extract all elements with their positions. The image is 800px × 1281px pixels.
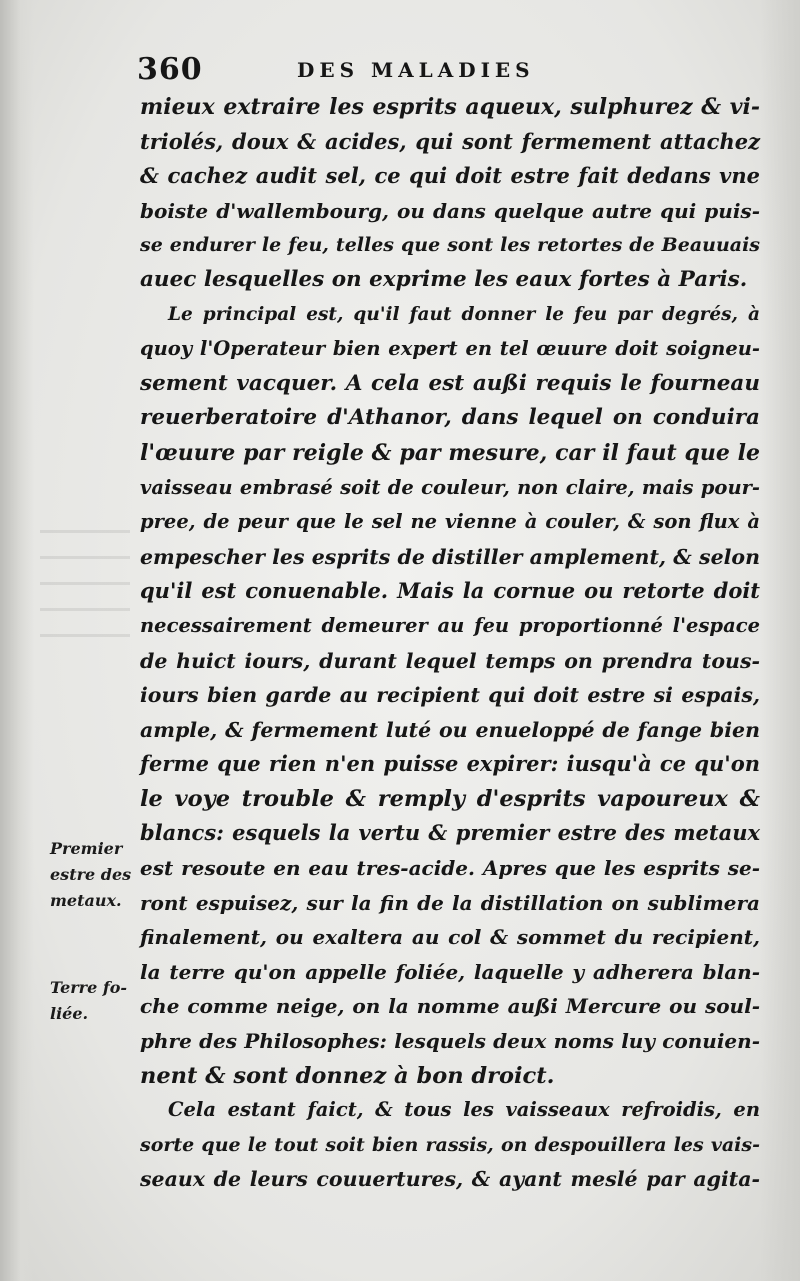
text-line: finalement, ou exaltera au col & sommet du recipient, — [140, 925, 760, 950]
gutter-shadow — [0, 0, 34, 1281]
text-line: reuerberatoire d'Athanor, dans lequel on conduira — [140, 405, 760, 431]
text-line: est resoute en eau tres-acide. Apres que les esprits se- — [140, 856, 760, 881]
text-line: seaux de leurs couuertures, & ayant meslé par agita- — [140, 1167, 760, 1192]
text-line: triolés, doux & acides, qui sont fermement attachez — [140, 128, 760, 154]
text-line: pree, de peur que le sel ne vienne à couler, & son flux à — [140, 510, 760, 534]
text-line: necessairement demeurer au feu proportionné l'espace — [140, 613, 760, 637]
text-line: boiste d'wallembourg, ou dans quelque autre qui puis- — [140, 198, 760, 223]
text-line: sement vacquer. A cela est außi requis le fourneau — [140, 370, 760, 396]
text-line: nent & sont donnez à bon droict. — [140, 1062, 555, 1089]
text-line: auec lesquelles on exprime les eaux fortes à Paris. — [140, 266, 748, 292]
text-line: ront espuisez, sur la fin de la distillation on sublimera — [140, 890, 760, 915]
text-line: le voye trouble & remply d'esprits vapoureux & — [140, 785, 760, 812]
margin-note-premier-estre — [50, 836, 150, 914]
text-line: empescher les esprits de distiller amplement, & selon — [140, 544, 760, 569]
text-line: blancs: esquels la vertu & premier estre des metaux — [140, 820, 760, 846]
margin-note-line: liée. — [50, 1004, 89, 1023]
margin-note-line: Premier — [50, 839, 123, 858]
edge-shadow — [760, 0, 800, 1281]
text-line: ample, & fermement luté ou enueloppé de fange bien — [140, 717, 760, 742]
text-line: l'œuure par reigle & par mesure, car il faut que le — [140, 439, 760, 466]
text-line: Le principal est, qu'il faut donner le feu par degrés, à — [168, 303, 760, 325]
text-line: che comme neige, on la nomme außi Mercure ou soul- — [140, 994, 760, 1019]
main-text-block — [140, 90, 760, 1197]
running-title: DES MALADIES — [297, 58, 535, 82]
text-line: quoy l'Operateur bien expert en tel œuure doit soigneu- — [140, 337, 760, 361]
margin-note-line: estre des — [50, 865, 132, 884]
text-line: sorte que le tout soit bien rassis, on despouillera les vais- — [140, 1133, 760, 1156]
text-line: de huict iours, durant lequel temps on prendra tous- — [140, 648, 760, 673]
text-line: & cachez audit sel, ce qui doit estre fait dedans vne — [140, 163, 760, 189]
margin-note-line: Terre fo- — [50, 978, 128, 997]
text-line: Cela estant faict, & tous les vaisseaux refroidis, en — [168, 1098, 760, 1122]
margin-note-terre-foliee — [50, 975, 150, 1027]
text-line: la terre qu'on appelle foliée, laquelle y adherera blan- — [140, 959, 760, 984]
text-line: iours bien garde au recipient qui doit estre si espais, — [140, 683, 760, 708]
text-line: mieux extraire les esprits aqueux, sulphurez & vi- — [140, 94, 760, 120]
text-line: qu'il est conuenable. Mais la cornue ou retorte doit — [140, 578, 760, 604]
page-number: 360 — [137, 52, 203, 87]
text-line: vaisseau embrasé soit de couleur, non claire, mais pour- — [140, 475, 760, 499]
text-line: phre des Philosophes: lesquels deux noms luy conuien- — [140, 1029, 760, 1054]
page-header — [137, 52, 737, 88]
margin-note-line: metaux. — [50, 891, 122, 910]
bleed-through-text — [40, 530, 130, 650]
text-line: ferme que rien n'en puisse expirer: iusqu'à ce qu'on — [140, 751, 760, 777]
text-line: se endurer le feu, telles que sont les retortes de Beauuais — [140, 234, 760, 257]
